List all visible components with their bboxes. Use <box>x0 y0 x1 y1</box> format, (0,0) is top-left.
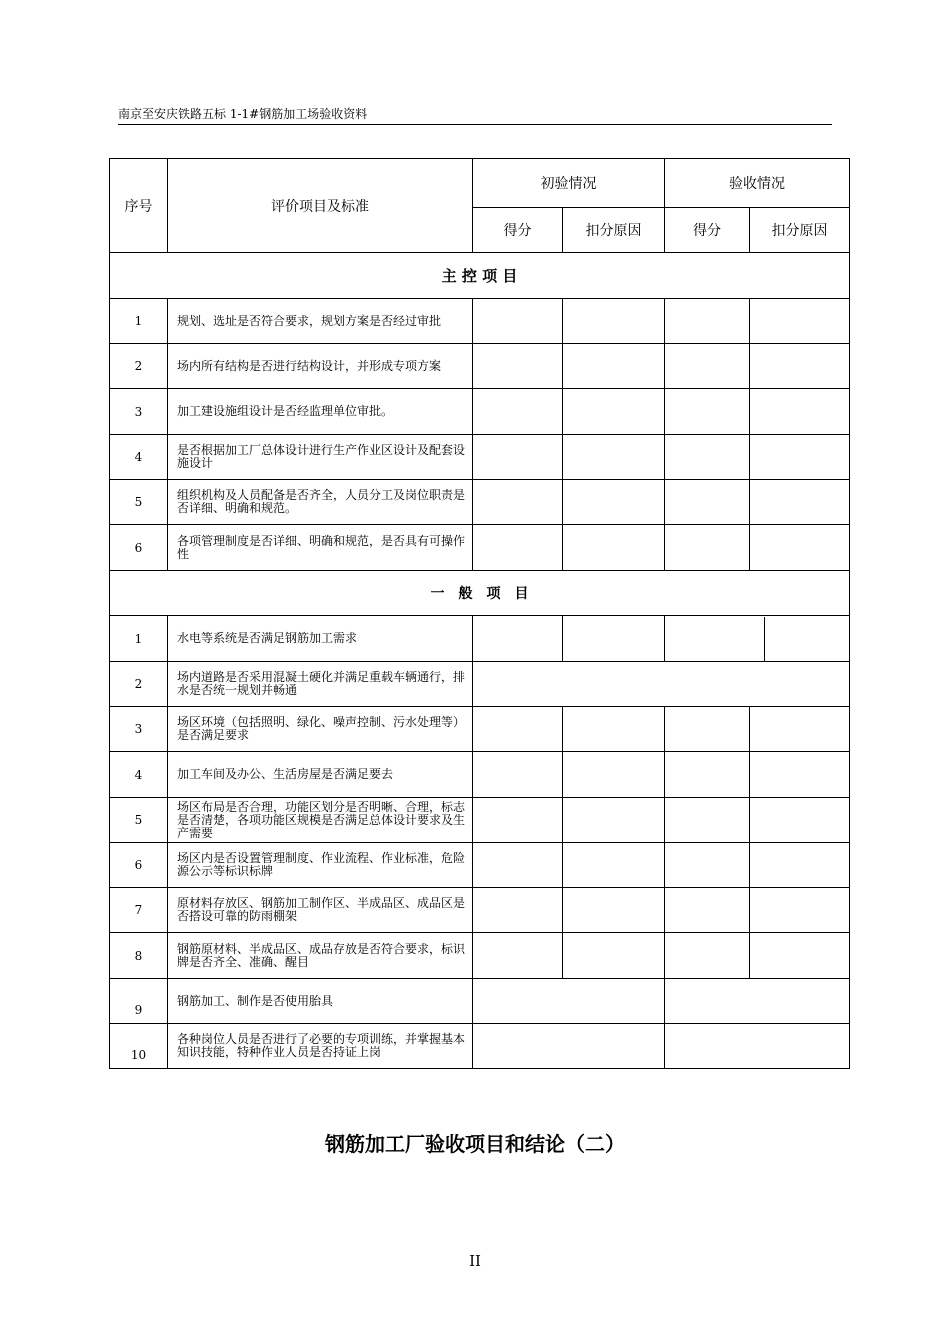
row-criterion: 各种岗位人员是否进行了必要的专项训练，并掌握基本知识技能，特种作业人员是否持证上岗 <box>168 1024 473 1069</box>
merged-final-cell[interactable] <box>665 979 850 1024</box>
row-number: 1 <box>110 299 168 344</box>
table-row <box>110 299 850 344</box>
header-seq: 序号 <box>110 159 168 253</box>
row-number: 2 <box>110 344 168 389</box>
header-reason-initial: 扣分原因 <box>563 208 665 253</box>
score-cell[interactable] <box>665 480 750 525</box>
row-number: 3 <box>110 389 168 435</box>
score-cell[interactable] <box>665 435 750 480</box>
table-row <box>110 389 850 435</box>
section-general: 一 般 项 目 <box>110 571 850 616</box>
reason-cell[interactable] <box>750 798 850 843</box>
page-number: II <box>469 1252 481 1270</box>
table-row <box>110 616 850 662</box>
reason-cell[interactable] <box>750 480 850 525</box>
score-cell[interactable] <box>665 707 750 752</box>
section-title: 钢筋加工厂验收项目和结论（二） <box>325 1132 625 1156</box>
merged-initial-cell[interactable] <box>473 1024 665 1069</box>
table-row <box>110 525 850 571</box>
reason-cell[interactable] <box>563 435 665 480</box>
row-number: 9 <box>110 979 168 1024</box>
table-row <box>110 480 850 525</box>
score-cell[interactable] <box>665 888 750 933</box>
reason-cell[interactable] <box>750 707 850 752</box>
reason-cell[interactable] <box>750 933 850 979</box>
table-row <box>110 435 850 480</box>
section-main-control: 主 控 项 目 <box>110 253 850 299</box>
row-number: 3 <box>110 707 168 752</box>
merged-initial-cell[interactable] <box>473 979 665 1024</box>
row-number: 5 <box>110 480 168 525</box>
reason-cell[interactable] <box>563 389 665 435</box>
score-cell[interactable] <box>665 617 765 661</box>
row-criterion: 场区内是否设置管理制度、作业流程、作业标准，危险源公示等标识标牌 <box>168 843 473 888</box>
table-row <box>110 1024 850 1069</box>
merged-result-cell[interactable] <box>473 662 850 707</box>
header-score-initial: 得分 <box>473 208 563 253</box>
table-row <box>110 344 850 389</box>
score-cell[interactable] <box>473 752 563 798</box>
row-criterion: 原材料存放区、钢筋加工制作区、半成品区、成品区是否搭设可靠的防雨棚架 <box>168 888 473 933</box>
reason-cell[interactable] <box>750 888 850 933</box>
reason-cell[interactable] <box>750 525 850 571</box>
score-cell[interactable] <box>473 843 563 888</box>
row-number: 1 <box>110 616 168 662</box>
score-cell[interactable] <box>473 616 563 662</box>
score-cell[interactable] <box>473 707 563 752</box>
reason-cell[interactable] <box>563 707 665 752</box>
reason-cell[interactable] <box>563 798 665 843</box>
reason-cell[interactable] <box>563 752 665 798</box>
score-cell[interactable] <box>473 933 563 979</box>
table-row <box>110 752 850 798</box>
score-cell[interactable] <box>665 752 750 798</box>
score-cell[interactable] <box>665 389 750 435</box>
row-number: 4 <box>110 752 168 798</box>
row-number: 10 <box>110 1024 168 1069</box>
row-number: 4 <box>110 435 168 480</box>
row-criterion: 是否根据加工厂总体设计进行生产作业区设计及配套设施设计 <box>168 435 473 480</box>
reason-cell[interactable] <box>563 480 665 525</box>
row-criterion: 水电等系统是否满足钢筋加工需求 <box>168 616 473 662</box>
score-cell[interactable] <box>473 435 563 480</box>
score-cell[interactable] <box>473 798 563 843</box>
reason-cell[interactable] <box>750 299 850 344</box>
row-number: 8 <box>110 933 168 979</box>
reason-cell[interactable] <box>563 616 665 662</box>
row-criterion: 加工建设施组设计是否经监理单位审批。 <box>168 389 473 435</box>
header-item: 评价项目及标准 <box>168 159 473 253</box>
reason-cell[interactable] <box>765 617 850 661</box>
reason-cell[interactable] <box>563 525 665 571</box>
final-cells <box>665 616 850 662</box>
score-cell[interactable] <box>665 933 750 979</box>
reason-cell[interactable] <box>563 299 665 344</box>
reason-cell[interactable] <box>750 752 850 798</box>
reason-cell[interactable] <box>750 344 850 389</box>
row-number: 6 <box>110 843 168 888</box>
header-reason-final: 扣分原因 <box>750 208 850 253</box>
row-criterion: 钢筋原材料、半成品区、成品存放是否符合要求，标识牌是否齐全、准确、醒目 <box>168 933 473 979</box>
reason-cell[interactable] <box>750 389 850 435</box>
reason-cell[interactable] <box>563 888 665 933</box>
score-cell[interactable] <box>665 843 750 888</box>
score-cell[interactable] <box>473 389 563 435</box>
score-cell[interactable] <box>665 344 750 389</box>
score-cell[interactable] <box>665 299 750 344</box>
acceptance-table <box>109 158 850 1069</box>
reason-cell[interactable] <box>563 933 665 979</box>
header-initial: 初验情况 <box>473 159 665 208</box>
score-cell[interactable] <box>473 480 563 525</box>
reason-cell[interactable] <box>563 344 665 389</box>
table-row <box>110 933 850 979</box>
row-criterion: 场区布局是否合理，功能区划分是否明晰、合理，标志是否清楚，各项功能区规模是否满足总体设计要求及生产需要 <box>168 798 473 843</box>
table-row <box>110 798 850 843</box>
score-cell[interactable] <box>473 888 563 933</box>
score-cell[interactable] <box>473 525 563 571</box>
row-number: 6 <box>110 525 168 571</box>
header-final: 验收情况 <box>665 159 850 208</box>
row-criterion: 各项管理制度是否详细、明确和规范，是否具有可操作性 <box>168 525 473 571</box>
table-row <box>110 707 850 752</box>
reason-cell[interactable] <box>563 843 665 888</box>
row-criterion: 场内道路是否采用混凝土硬化并满足重载车辆通行，排水是否统一规划并畅通 <box>168 662 473 707</box>
score-cell[interactable] <box>665 525 750 571</box>
table-row <box>110 662 850 707</box>
document-header: 南京至安庆铁路五标 1-1#钢筋加工场验收资料 <box>118 107 368 121</box>
score-cell[interactable] <box>473 344 563 389</box>
row-criterion: 场内所有结构是否进行结构设计，并形成专项方案 <box>168 344 473 389</box>
row-criterion: 组织机构及人员配备是否齐全，人员分工及岗位职责是否详细、明确和规范。 <box>168 480 473 525</box>
score-cell[interactable] <box>473 299 563 344</box>
table-row <box>110 888 850 933</box>
header-rule <box>118 124 832 125</box>
header-score-final: 得分 <box>665 208 750 253</box>
reason-cell[interactable] <box>750 843 850 888</box>
row-number: 7 <box>110 888 168 933</box>
row-number: 5 <box>110 798 168 843</box>
merged-final-cell[interactable] <box>665 1024 850 1069</box>
row-number: 2 <box>110 662 168 707</box>
reason-cell[interactable] <box>750 435 850 480</box>
score-cell[interactable] <box>665 798 750 843</box>
table-row <box>110 843 850 888</box>
row-criterion: 规划、选址是否符合要求，规划方案是否经过审批 <box>168 299 473 344</box>
row-criterion: 场区环境（包括照明、绿化、噪声控制、污水处理等）是否满足要求 <box>168 707 473 752</box>
row-criterion: 钢筋加工、制作是否使用胎具 <box>168 979 473 1024</box>
row-criterion: 加工车间及办公、生活房屋是否满足要去 <box>168 752 473 798</box>
table-row <box>110 979 850 1024</box>
